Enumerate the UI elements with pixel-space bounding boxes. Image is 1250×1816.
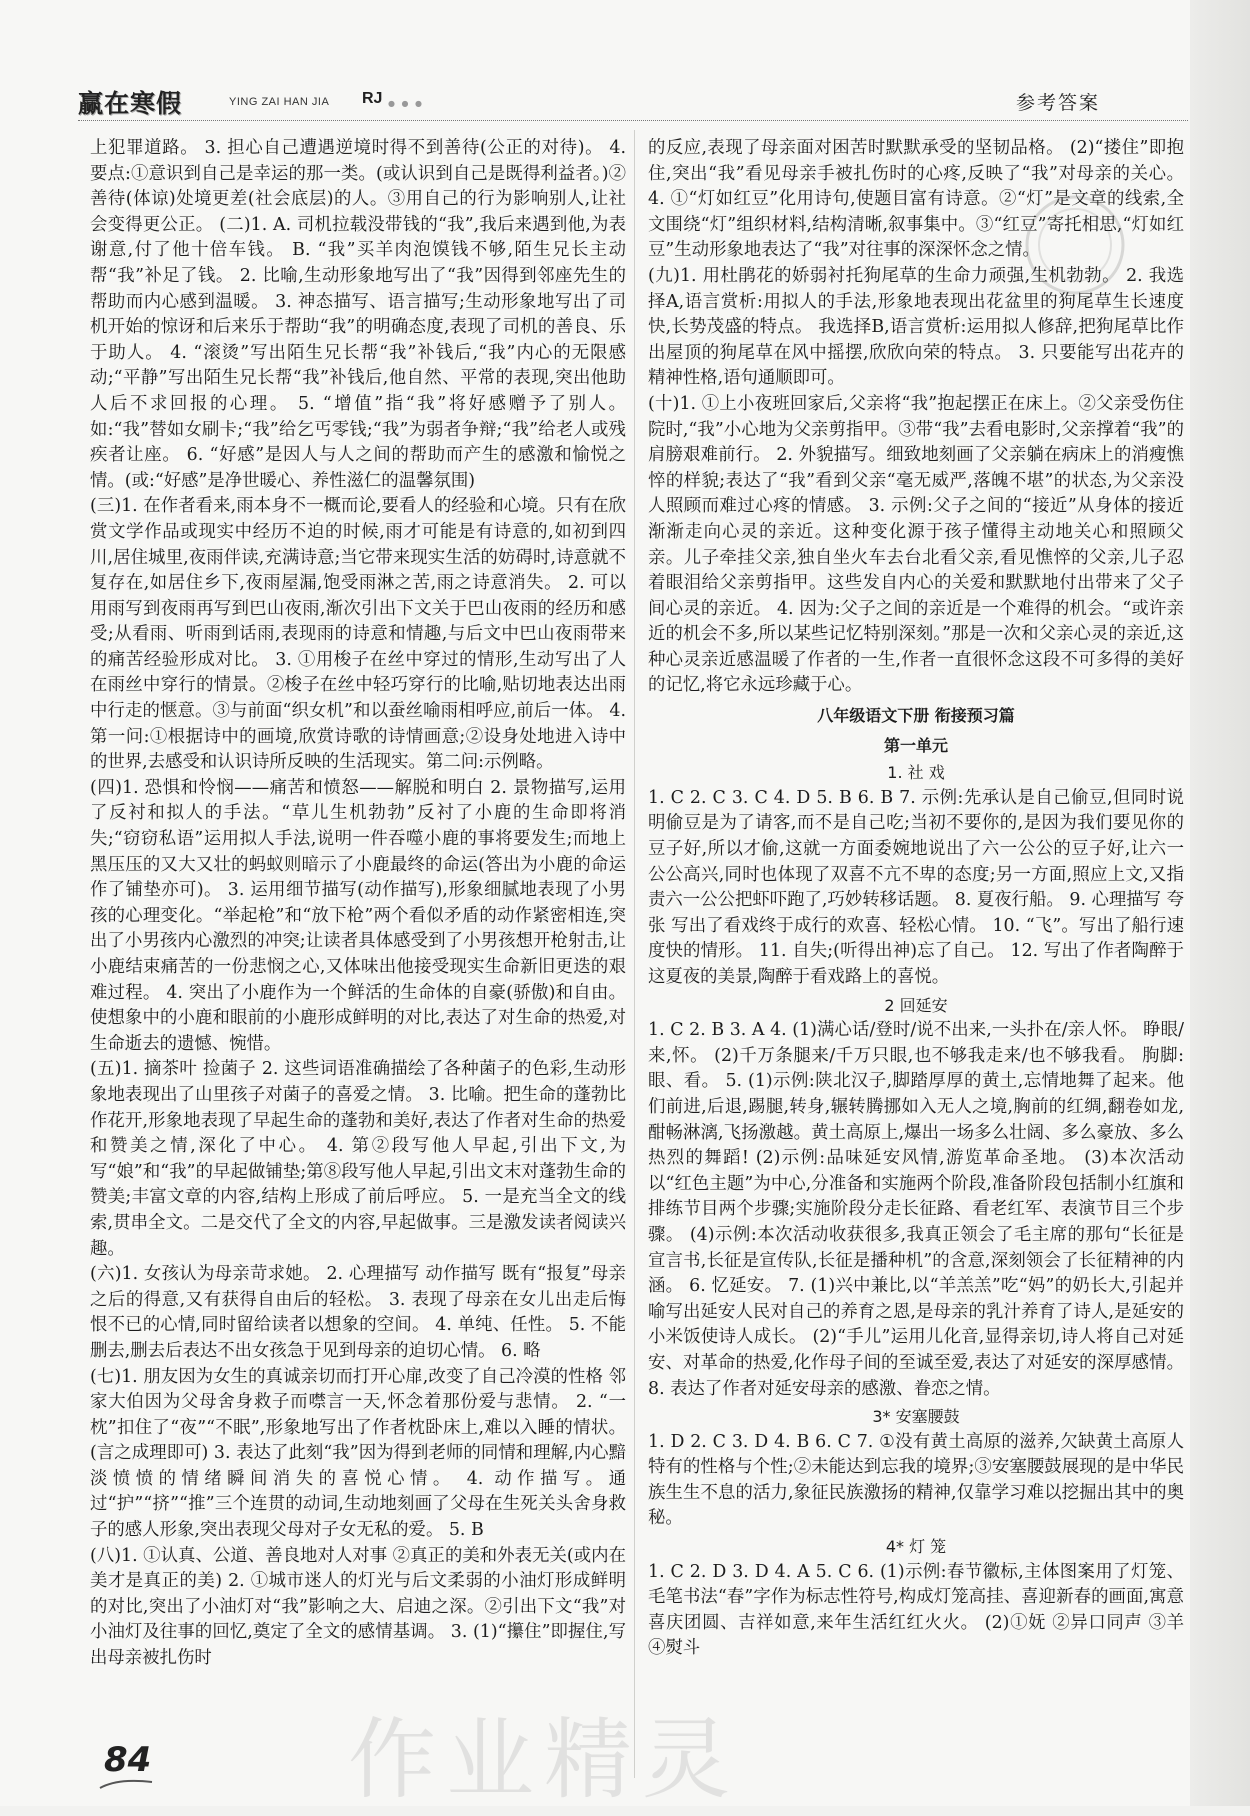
answer-paragraph: 的反应,表现了母亲面对困苦时默默承受的坚韧品格。 (2)“搂住”即抱住,突出“我”看见母亲手被扎伤时的心疼,反映了“我”对母亲的关心。 4. ①“灯如红豆”化用诗句,使题目富有诗意。②“灯”是文章的线索,全文围绕“灯”组织材料,结构清晰,叙事集中。③“红豆”寄托相思,“灯如红豆”生动形象地表达了“我”对往事的深深怀念之情。 [648,138,1184,261]
page-header [78,82,1188,122]
lesson-title: 1. 社 戏 [887,763,945,783]
section-header: 八年级语文下册 衔接预习篇 [817,706,1015,726]
answer-paragraph: (四)1. 恐惧和怜悯——痛苦和愤怒——解脱和明白 2. 景物描写,运用了反衬和拟人的手法。“草儿生机勃勃”反衬了小鹿的生命即将消失;“窃窃私语”运用拟人手法,说明一件吞噬小鹿的事将要发生;而地上黑压压的又大又壮的蚂蚁则暗示了小鹿最终的命运(答出为小鹿的命运作了铺垫亦可)。 3. 运用细节描写(动作描写),形象细腻地表现了小男孩的心理变化。“举起枪”和“放下枪”两个看似矛盾的动作紧密相连,突出了小男孩内心激烈的冲突;让读者具体感受到了小男孩想开枪射击,让小鹿结束痛苦的一份悲悯之心,又体味出他接受现实生命新旧更迭的艰难过程。 4. 突出了小鹿作为一个鲜活的生命体的自豪(骄傲)和自由。使想象中的小鹿和眼前的小鹿形成鲜明的对比,表达了对生命的热爱,对生命逝去的遗憾、惋惜。 [90,777,626,1054]
header-rule [78,120,1188,121]
binding-strip [1190,0,1250,1806]
dots-decoration: ● ● ● [388,99,425,108]
answer-paragraph: 上犯罪道路。 3. 担心自己遭遇逆境时得不到善待(公正的对待)。 4. 要点:①意识到自己是幸运的那一类。(或认识到自己是既得利益者。)②善待(体谅)处境更差(社会底层)的人。③用自己的行为影响别人,让社会变得更公正。 (二)1. A. 司机拉载没带钱的“我”,我后来遇到他,为表谢意,付了他十倍车钱。 B. “我”买羊肉泡馍钱不够,陌生兄长主动帮“我”补足了钱。 2. 比喻,生动形象地写出了“我”因得到邻座先生的帮助而内心感到温暖。 3. 神态描写、语言描写;生动形象地写出了司机开始的惊讶和后来乐于帮助“我”的明确态度,表现了司机的善良、乐于助人。 4. “滚烫”写出陌生兄长帮“我”补钱后,“我”内心的无限感动;“平静”写出陌生兄长帮“我”补钱后,他自然、平常的表现,突出他助人后不求回报的心理。 5. “增值”指“我”将好感赠予了别人。如:“我”替如女刷卡;“我”给乞丐零钱;“我”为弱者争辩;“我”给老人或残疾者让座。 6. “好感”是因人与人之间的帮助而产生的感激和愉悦之情。(或:“好感”是净世暖心、养性滋仁的温馨氛围) [90,138,626,491]
page-number-swoosh-icon [98,1778,154,1790]
edition-label: RJ [362,90,383,107]
lesson-answers: 1. D 2. C 3. D 4. B 6. C 7. ①没有黄土高原的滋养,欠缺黄土高原人特有的性格与个性;②未能达到忘我的境界;③安塞腰鼓展现的是中华民族生生不息的活力,象征民族激扬的精神,仅靠学习难以挖掘出其中的奥秘。 [648,1431,1184,1529]
right-column [648,136,1184,1659]
stamp-icon [1020,190,1130,300]
lesson-title: 2 回延安 [884,995,948,1015]
answer-paragraph: (八)1. ①认真、公道、善良地对人对事 ②真正的美和外表无关(或内在美才是真正的美) 2. ①城市迷人的灯光与后文柔弱的小油灯形成鲜明的对比,突出了小油灯对“我”影响之大、启迪之深。②引出下文“我”对小油灯及往事的回忆,奠定了全文的感情基调。 3. (1)“攥住”即握住,写出母亲被扎伤时 [90,1545,626,1669]
lesson-answers: 1. C 2. C 3. C 4. D 5. B 6. B 7. 示例:先承认是自己偷豆,但同时说明偷豆是为了请客,而不是自己吃;当初不要你的,是因为我们要见你的豆子好,所以才偷,这就一方面委婉地说出了六一公公的豆子好,让六一公公高兴,同时也体现了双喜不亢不卑的态度;另一方面,照应上文,又指责六一公公把虾吓跑了,巧妙转移话题。 8. 夏夜行船。 9. 心理描写 夸张 写出了看戏终于成行的欢喜、轻松心情。 10. “飞”。写出了船行速度快的情形。 11. 自失;(听得出神)忘了自己。 12. 写出了作者陶醉于这夏夜的美景,陶醉于看戏路上的喜悦。 [648,787,1184,987]
answer-paragraph: (六)1. 女孩认为母亲苛求她。 2. 心理描写 动作描写 既有“报复”母亲之后的得意,又有获得自由后的轻松。 3. 表现了母亲在女儿出走后悔恨不已的心情,同时留给读者以想象的空间。 4. 单纯、任性。 5. 不能删去,删去后表达不出女孩急于见到母亲的迫切心情。 6. 略 [90,1264,626,1361]
lesson-answers: 1. C 2. D 3. D 4. A 5. C 6. (1)示例:春节徽标,主体图案用了灯笼、毛笔书法“春”字作为标志性符号,构成灯笼高挂、喜迎新春的画面,寓意喜庆团圆、吉祥如意,来年生活红红火火。 (2)①妩 ②异口同声 ③羊 ④熨斗 [648,1561,1184,1659]
unit-title: 第一单元 [883,735,948,755]
watermark: 作业精灵 [348,1708,741,1811]
column-divider [634,130,635,1778]
lesson-title: 4* 灯 笼 [885,1537,947,1557]
answer-paragraph: (七)1. 朋友因为女生的真诚亲切而打开心扉,改变了自己冷漠的性格 邻家大伯因为父母舍身救子而噤言一天,怀念着那份爱与悲情。 2. “一枕”扣住了“夜”“不眠”,形象地写出了作者枕卧床上,难以入睡的情状。(言之成理即可) 3. 表达了此刻“我”因为得到老师的同情和理解,内心黯淡愤愤的情绪瞬间消失的喜悦心情。 4. 动作描写。通过“护”“挤”“推”三个连贯的动词,生动地刻画了父母在生死关头舍身救子的感人形象,突出表现父母对子女无私的爱。 5. B [90,1366,626,1541]
section-title: 参考答案 [1015,92,1100,114]
answer-paragraph: (五)1. 摘茶叶 捡菌子 2. 这些词语准确描绘了各种菌子的色彩,生动形象地表现出了山里孩子对菌子的喜爱之情。 3. 比喻。把生命的蓬勃比作花开,形象地表现了早起生命的蓬勃和美好,表达了作者对生命的热爱和赞美之情,深化了中心。 4. 第②段写他人早起,引出下文,为写“娘”和“我”的早起做铺垫;第⑧段写他人早起,引出文末对蓬勃生命的赞美;丰富文章的内容,结构上形成了前后呼应。 5. 一是充当全文的线索,贯串全文。二是交代了全文的内容,早起做事。三是激发读者阅读兴趣。 [90,1059,626,1259]
brand-logo: 赢在寒假 [78,89,183,118]
answer-paragraph: (九)1. 用杜鹃花的娇弱衬托狗尾草的生命力顽强,生机勃勃。 2. 我选择A,语言赏析:用拟人的手法,形象地表现出花盆里的狗尾草生长速度快,长势茂盛的特点。 我选择B,语言赏析:运用拟人修辞,把狗尾草比作出屋顶的狗尾草在风中摇摆,欣欣向荣的特点。 3. 只要能写出花卉的精神性格,语句通顺即可。 [648,265,1184,389]
lesson-title: 3* 安塞腰鼓 [872,1407,960,1427]
brand-pinyin: YING ZAI HAN JIA [229,96,330,108]
lesson-answers: 1. C 2. B 3. A 4. (1)满心话/登时/说不出来,一头扑在/亲人怀。 睁眼/来,怀。 (2)千万条腿来/千万只眼,也不够我走来/也不够我看。 朐脚:眼、看。 5. (1)示例:陕北汉子,脚踏厚厚的黄土,忘情地舞了起来。他们前进,后退,踢腿,转身,辗转腾挪如入无人之境,胸前的红绸,翻卷如龙,酣畅淋漓,飞扬激越。黄土高原上,爆出一场多么壮阔、多么豪放、多么热烈的舞蹈! (2)示例:品味延安风情,游览革命圣地。 (3)本次活动以“红色主题”为中心,分准备和实施两个阶段,准备阶段包括制小红旗和排练节目两个步骤;实施阶段分走长征路、看老红军、表演节目三个步骤。 (4)示例:本次活动收获很多,我真正领会了毛主席的那句“长征是宣言书,长征是宣传队,长征是播种机”的含意,深刻领会了长征精神的内涵。 6. 忆延安。 7. (1)兴中兼比,以“羊羔羔”吃“妈”的奶长大,引起并喻写出延安人民对自己的养育之恩,是母亲的乳汁养育了诗人,是延安的小米饭使诗人成长。 (2)“手儿”运用儿化音,显得亲切,诗人将自己对延安、对革命的热爱,化作母子间的至诚至爱,表达了对延安的深厚感情。 8. 表达了作者对延安母亲的感激、眷恋之情。 [648,1020,1184,1399]
left-column [90,136,626,1669]
answer-paragraph: (十)1. ①上小夜班回家后,父亲将“我”抱起摆正在床上。②父亲受伤住院时,“我”小心地为父亲剪指甲。③带“我”去看电影时,父亲撑着“我”的肩膀艰难前行。 2. 外貌描写。细致地刻画了父亲躺在病床上的消瘦憔悴的样貌;表达了“我”看到父亲“毫无威严,落魄不堪”的状态,为父亲没人照顾而难过心疼的情感。 3. 示例:父子之间的“接近”从身体的接近渐渐走向心灵的亲近。这种变化源于孩子懂得主动地关心和照顾父亲。儿子牵挂父亲,独自坐火车去台北看父亲,看见憔悴的父亲,儿子忍着眼泪给父亲剪指甲。这些发自内心的关爱和默默地付出带来了父子间心灵的亲近。 4. 因为:父子之间的亲近是一个难得的机会。“或许亲近的机会不多,所以某些记忆特别深刻。”那是一次和父亲心灵的亲近,这种心灵亲近感温暖了作者的一生,作者一直很怀念这段不可多得的美好的记忆,将它永远珍藏于心。 [648,393,1184,696]
answer-paragraph: (三)1. 在作者看来,雨本身不一概而论,要看人的经验和心境。只有在欣赏文学作品或现实中经历不迫的时候,雨才可能是有诗意的,如初到四川,居住城里,夜雨伴读,充满诗意;当它带来现实生活的妨碍时,诗意就不复存在,如居住乡下,夜雨屋漏,饱受雨淋之苦,雨之诗意消失。 2. 可以用雨写到夜雨再写到巴山夜雨,渐次引出下文关于巴山夜雨的经历和感受;从看雨、听雨到话雨,表现雨的诗意和情趣,与后文中巴山夜雨带来的痛苦经验形成对比。 3. ①用梭子在丝中穿过的情形,生动写出了人在雨丝中穿行的情景。②梭子在丝中轻巧穿行的比喻,贴切地表达出雨中行走的惬意。③与前面“织女机”和以蚕丝喻雨相呼应,前后一体。 4. 第一问:①根据诗中的画境,欣赏诗歌的诗情画意;②设身处地进入诗中的世界,去感受和认识诗所反映的生活现实。第二问:示例略。 [90,496,626,773]
page-number: 84 [104,1740,152,1780]
